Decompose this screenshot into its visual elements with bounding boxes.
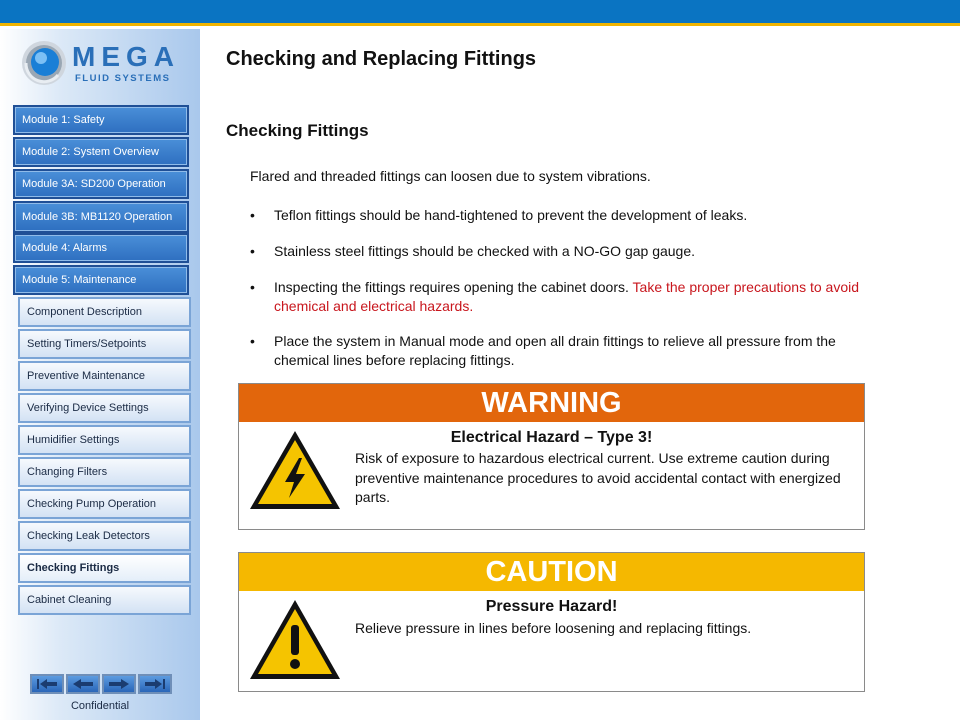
bullet-item xyxy=(250,242,860,261)
caution-heading: Pressure Hazard! xyxy=(485,598,618,615)
bullet-dot: • xyxy=(250,243,255,259)
first-page-button[interactable] xyxy=(30,674,64,694)
warning-label: WARNING xyxy=(239,384,864,422)
bullet-item xyxy=(250,206,860,225)
nav-module-3a-sd200[interactable]: Module 3A: SD200 Operation xyxy=(13,169,189,199)
nav-sub-checking-pump-operation[interactable]: Checking Pump Operation xyxy=(18,489,191,519)
nav-sub-checking-fittings[interactable]: Checking Fittings xyxy=(18,553,191,583)
bullet-text: Inspecting the fittings requires opening the cabinet doors. xyxy=(274,279,633,295)
bullet-text: Teflon fittings should be hand-tightened to prevent the development of leaks. xyxy=(274,207,748,223)
bullet-highlight-text: Take the proper precautions to avoid chemical and electrical hazards. xyxy=(274,279,860,314)
bullet-text: Stainless steel fittings should be checked with a NO-GO gap gauge. xyxy=(274,243,696,259)
nav-module-3b-mb1120[interactable]: Module 3B: MB1120 Operation xyxy=(13,201,189,233)
bullet-dot: • xyxy=(250,279,255,295)
nav-module-5-maintenance[interactable]: Module 5: Maintenance xyxy=(13,265,189,295)
bullet-text: Place the system in Manual mode and open all drain fittings to relieve all pressure from the chemical lines before replacing fittings. xyxy=(274,333,836,368)
bullet-dot: • xyxy=(250,333,255,349)
slide-navigation-buttons xyxy=(30,674,172,694)
nav-module-2-system-overview[interactable]: Module 2: System Overview xyxy=(13,137,189,167)
top-banner xyxy=(0,0,960,26)
bullet-item xyxy=(250,332,860,370)
caution-label: CAUTION xyxy=(239,553,864,591)
nav-sub-preventive-maintenance[interactable]: Preventive Maintenance xyxy=(18,361,191,391)
nav-sub-verifying-device-settings[interactable]: Verifying Device Settings xyxy=(18,393,191,423)
caution-box xyxy=(238,552,865,692)
slide-content xyxy=(200,29,960,720)
previous-page-button[interactable] xyxy=(66,674,100,694)
mega-logo xyxy=(20,37,180,93)
nav-sub-humidifier-settings[interactable]: Humidifier Settings xyxy=(18,425,191,455)
next-page-button[interactable] xyxy=(102,674,136,694)
logo-globe-icon xyxy=(20,39,68,87)
previous-page-icon xyxy=(71,678,95,690)
logo-tagline: FLUID SYSTEMS xyxy=(75,73,171,84)
warning-box xyxy=(238,383,865,530)
intro-text: Flared and threaded fittings can loosen due to system vibrations. xyxy=(250,168,651,184)
nav-sub-changing-filters[interactable]: Changing Filters xyxy=(18,457,191,487)
nav-module-4-alarms[interactable]: Module 4: Alarms xyxy=(13,233,189,263)
confidential-label: Confidential xyxy=(70,700,130,712)
warning-heading: Electrical Hazard – Type 3! xyxy=(450,429,653,446)
bullet-item xyxy=(250,278,860,316)
section-heading: Checking Fittings xyxy=(226,121,369,140)
last-page-icon xyxy=(143,678,167,690)
warning-text: Risk of exposure to hazardous electrical current. Use extreme caution during preventive maintenance procedures to avoid accidental contact with energized parts. xyxy=(355,450,841,505)
first-page-icon xyxy=(35,678,59,690)
caution-text: Relieve pressure in lines before loosening and replacing fittings. xyxy=(355,620,752,636)
nav-sub-setting-timers[interactable]: Setting Timers/Setpoints xyxy=(18,329,191,359)
nav-sub-cabinet-cleaning[interactable]: Cabinet Cleaning xyxy=(18,585,191,615)
page-title: Checking and Replacing Fittings xyxy=(226,48,537,70)
last-page-button[interactable] xyxy=(138,674,172,694)
nav-sub-component-description[interactable]: Component Description xyxy=(18,297,191,327)
nav-module-1-safety[interactable]: Module 1: Safety xyxy=(13,105,189,135)
logo-brand: MEGA xyxy=(72,41,180,72)
bullet-dot: • xyxy=(250,207,255,223)
nav-sub-checking-leak-detectors[interactable]: Checking Leak Detectors xyxy=(18,521,191,551)
next-page-icon xyxy=(107,678,131,690)
